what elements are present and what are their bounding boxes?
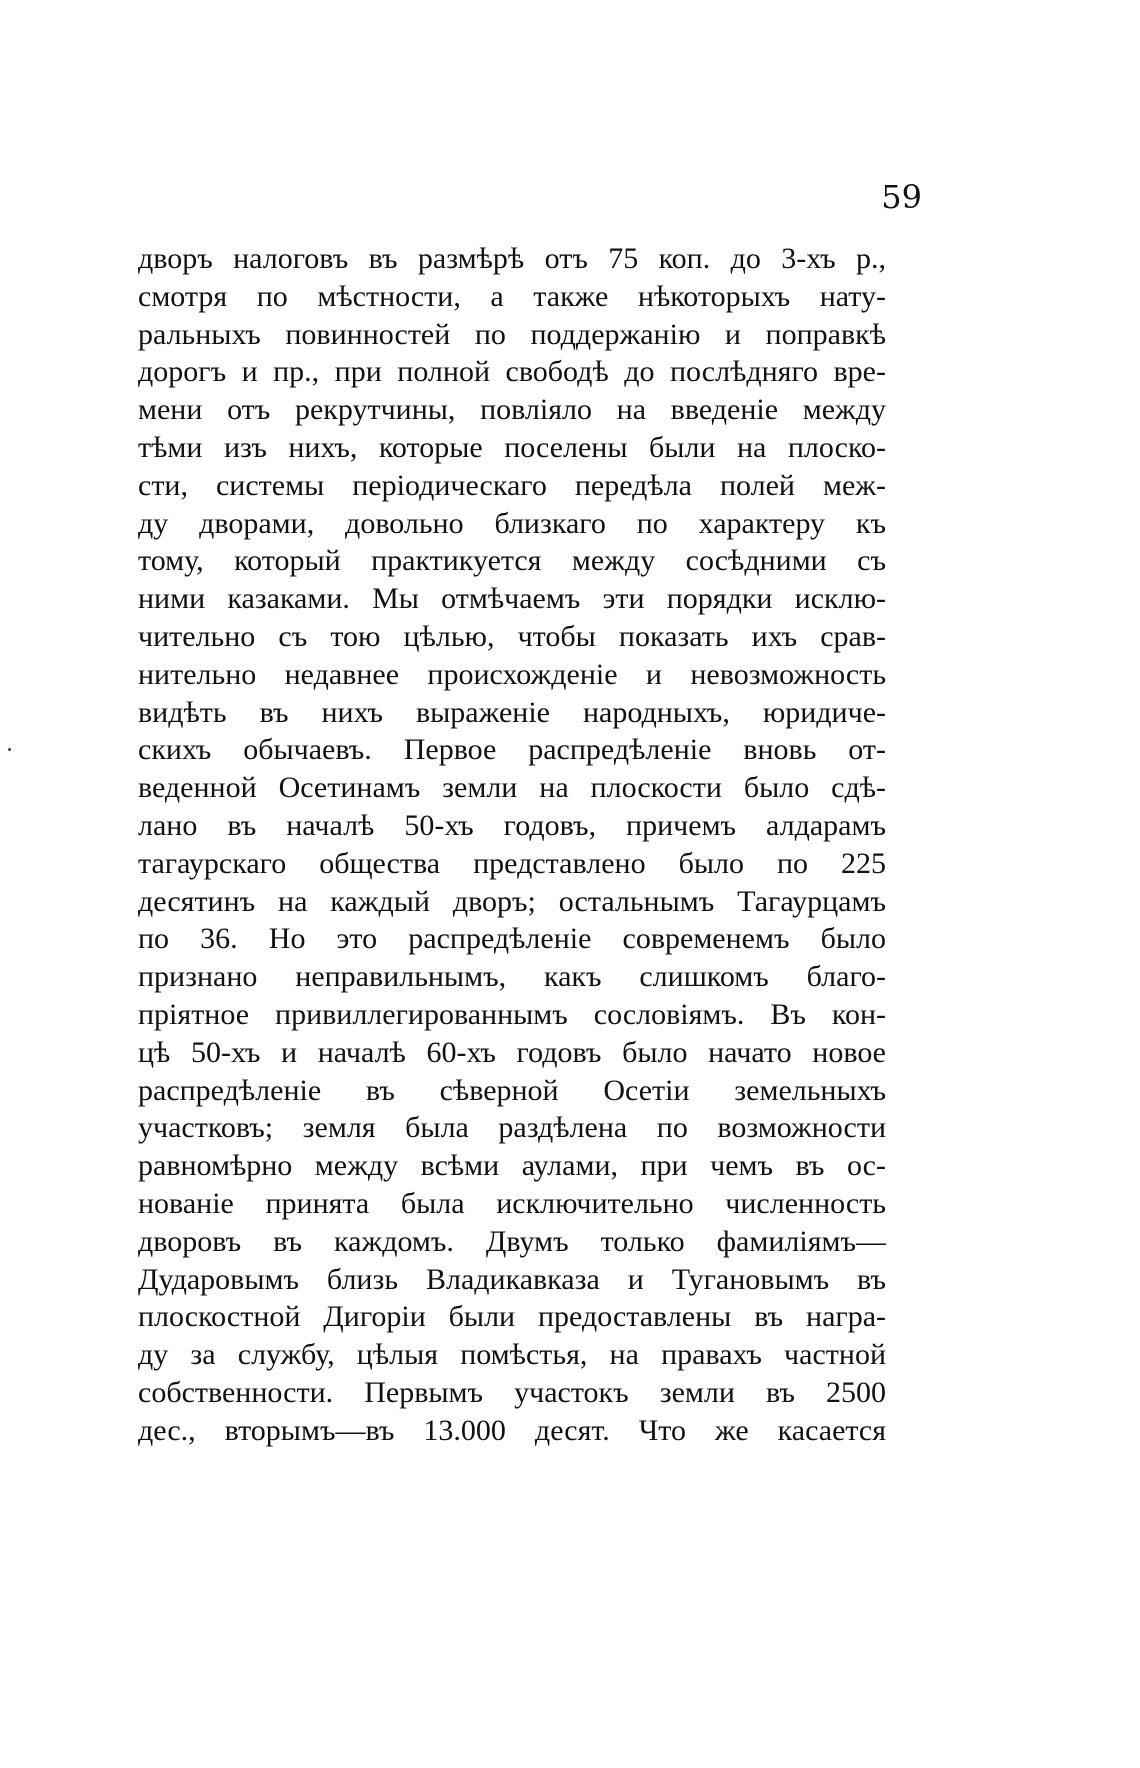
text-line: десятинъ на каждый дворъ; остальнымъ Тагаурцамъ — [138, 884, 886, 918]
text-line: цѣ 50-хъ и началѣ 60-хъ годовъ было начато новое — [138, 1035, 886, 1069]
scan-speck — [8, 748, 11, 751]
text-line: лано въ началѣ 50-хъ годовъ, причемъ алдарамъ — [138, 808, 886, 842]
text-line: равномѣрно между всѣми аулами, при чемъ въ ос- — [138, 1149, 886, 1183]
text-line: тѣми изъ нихъ, которые поселены были на плоско- — [138, 430, 886, 464]
text-line: ду дворами, довольно близкаго по характеру къ — [138, 506, 886, 540]
text-line: смотря по мѣстности, а также нѣкоторыхъ нату- — [138, 279, 886, 313]
text-line: дворъ налоговъ въ размѣрѣ отъ 75 коп. до 3-хъ р., — [138, 242, 886, 275]
text-line: плоскостной Дигоріи были предоставлены въ награ- — [138, 1300, 886, 1334]
text-line: ральныхъ повинностей по поддержанію и поправкѣ — [138, 317, 886, 351]
text-line: признано неправильнымъ, какъ слишкомъ благо- — [138, 960, 886, 994]
text-line: тагаурскаго общества представлено было по 225 — [138, 846, 886, 880]
text-line: сти, системы періодическаго передѣла полей меж- — [138, 468, 886, 502]
text-line: тому, который практикуется между сосѣдними съ — [138, 544, 886, 578]
text-line: веденной Осетинамъ земли на плоскости было сдѣ- — [138, 771, 886, 805]
text-line: скихъ обычаевъ. Первое распредѣленіе вновь от- — [138, 733, 886, 767]
text-line: пріятное привиллегированнымъ сословіямъ. Въ кон- — [138, 997, 886, 1031]
text-line: нительно недавнее происхожденіе и невозможность — [138, 657, 886, 691]
text-line: дес., вторымъ—въ 13.000 десят. Что же касается — [138, 1413, 886, 1447]
text-line: дворовъ въ каждомъ. Двумъ только фамиліямъ— — [138, 1224, 886, 1258]
text-line: мени отъ рекрутчины, повліяло на введеніе между — [138, 393, 886, 427]
text-line: участковъ; земля была раздѣлена по возможности — [138, 1111, 886, 1145]
page-number: 59 — [881, 178, 922, 216]
text-line: дорогъ и пр., при полной свободѣ до послѣдняго вре- — [138, 355, 886, 389]
body-text — [138, 240, 886, 1450]
text-line: чительно съ тою цѣлью, чтобы показать ихъ срав- — [138, 619, 886, 653]
text-line: ними казаками. Мы отмѣчаемъ эти порядки исклю- — [138, 582, 886, 616]
text-line: нованіе принята была исключительно численность — [138, 1186, 886, 1220]
text-line: распредѣленіе въ сѣверной Осетіи земельныхъ — [138, 1073, 886, 1107]
text-line: по 36. Но это распредѣленіе современемъ было — [138, 922, 886, 956]
text-line: собственности. Первымъ участокъ земли въ 2500 — [138, 1375, 886, 1409]
text-line: ду за службу, цѣлыя помѣстья, на правахъ частной — [138, 1338, 886, 1372]
text-line: видѣть въ нихъ выраженіе народныхъ, юридиче- — [138, 695, 886, 729]
text-line: Дударовымъ близь Владикавказа и Тугановымъ въ — [138, 1262, 886, 1296]
